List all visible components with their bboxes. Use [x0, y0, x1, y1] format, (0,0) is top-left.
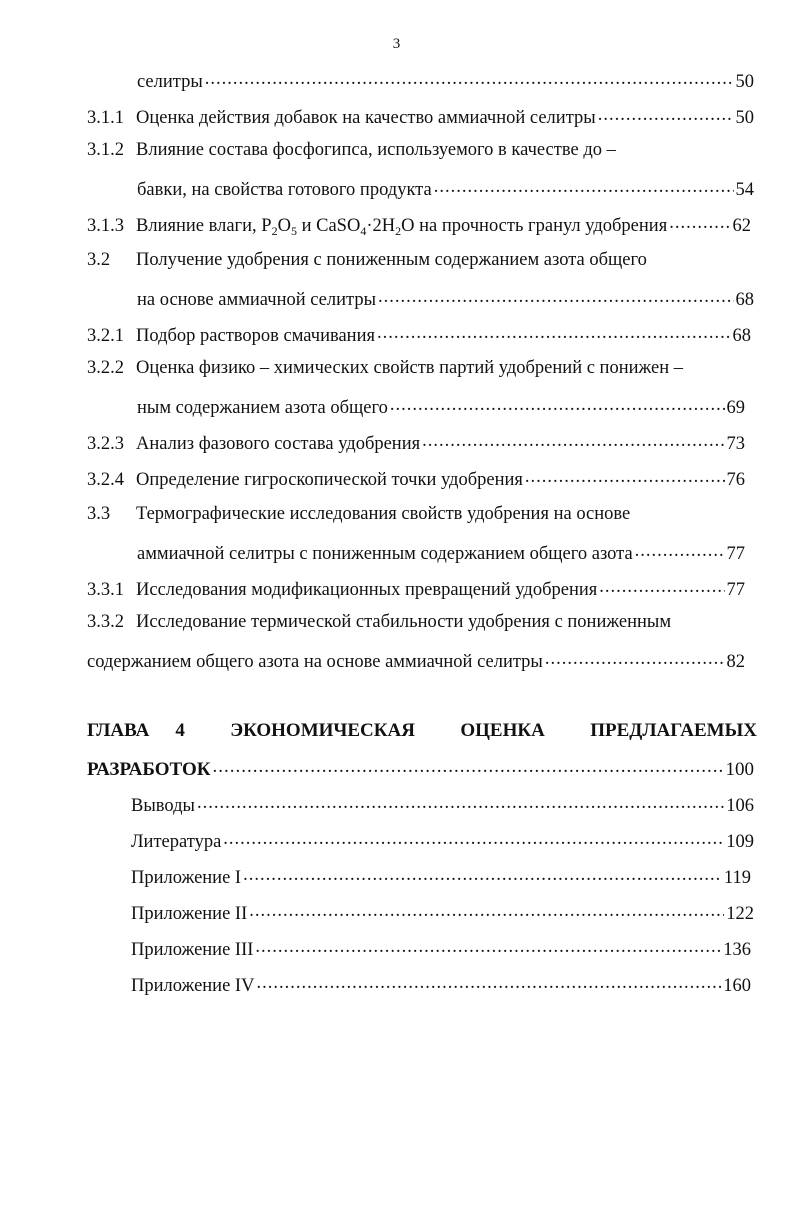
chapter-word: ГЛАВА [87, 720, 150, 741]
toc-entry-number: 3.1.3 [87, 215, 124, 236]
leader-dots [525, 466, 725, 485]
back-matter-text: Выводы [131, 795, 195, 816]
back-matter-text: Приложение III [131, 939, 254, 960]
leader-dots [249, 900, 724, 919]
toc-entry [87, 576, 745, 602]
toc-entry-text: Подбор растворов смачивания [136, 325, 375, 346]
toc-entry-number: 3.2.1 [87, 325, 124, 346]
chapter-number: 4 [175, 720, 185, 741]
back-matter-entry [131, 972, 751, 998]
toc-entry-number: 3.2.4 [87, 469, 124, 490]
back-matter-entry [131, 828, 754, 854]
chapter-word: ЭКОНОМИЧЕСКАЯ [230, 720, 415, 741]
toc-entry [87, 140, 672, 166]
toc-entry-continuation [137, 394, 745, 420]
back-matter-text: Литература [131, 831, 222, 852]
chapter-word: ОЦЕНКА [460, 720, 545, 741]
toc-entry-text: Влияние влаги, $P_2O_5$ и $CaSO_4\cdot 2H_2O$ на прочность гранул удобрения [136, 215, 668, 238]
back-matter-page: 160 [723, 975, 751, 996]
leader-dots [390, 394, 725, 413]
toc-entry-text: селитры [137, 71, 203, 92]
leader-dots [205, 68, 734, 87]
toc-entry-page: 77 [726, 543, 745, 564]
toc-entry [87, 430, 745, 456]
toc-entry-text: Термографические исследования свойств удобрения на основе [136, 504, 631, 524]
leader-dots [255, 936, 721, 955]
toc-entry-page: 62 [732, 215, 751, 236]
toc-entry-page: 68 [735, 289, 754, 310]
chapter-heading-continuation [87, 756, 754, 782]
leader-dots [243, 864, 722, 883]
toc-entry-number: 3.1.1 [87, 107, 124, 128]
toc-entry-text: Влияние состава фосфогипса, используемого в качестве до – [136, 140, 616, 160]
leader-dots [635, 540, 725, 559]
toc-entry [87, 612, 727, 638]
toc-entry-number: 3.3 [87, 504, 111, 524]
toc-entry-text: Оценка действия добавок на качество аммиачной селитры [136, 107, 596, 128]
leader-dots [256, 972, 721, 991]
toc-entry-page: 50 [735, 107, 754, 128]
chapter-heading [87, 720, 757, 742]
toc-entry [87, 212, 751, 238]
toc-entry-page: 73 [726, 433, 745, 454]
back-matter-entry [131, 792, 754, 818]
toc-entry-number: 3.2 [87, 250, 111, 270]
leader-dots [598, 104, 734, 123]
toc-entry-page: 50 [735, 71, 754, 92]
leader-dots [434, 176, 734, 195]
toc-entry [87, 322, 751, 348]
toc-entry-number: 3.1.2 [87, 140, 124, 160]
back-matter-page: 136 [723, 939, 751, 960]
back-matter-entry [131, 864, 751, 890]
toc-entry-continuation [137, 286, 754, 312]
leader-dots [223, 828, 724, 847]
toc-entry-text: Определение гигроскопической точки удобрения [136, 469, 523, 490]
toc-entry [87, 104, 754, 130]
back-matter-text: Приложение II [131, 903, 248, 924]
toc-entry-text: Оценка физико – химических свойств партий удобрений с понижен – [136, 358, 684, 378]
toc-entry [87, 250, 704, 276]
toc-entry-page: 69 [726, 397, 745, 418]
back-matter-page: 106 [726, 795, 754, 816]
toc-entry-text: на основе аммиачной селитры [137, 289, 377, 310]
leader-dots [422, 430, 724, 449]
toc-entry-text: аммиачной селитры с пониженным содержанием общего азота [137, 543, 633, 564]
page-number: 3 [392, 36, 401, 52]
toc-entry-page: 77 [726, 579, 745, 600]
chapter-word: ПРЕДЛАГАЕМЫХ [590, 720, 757, 741]
toc-entry-continuation [137, 176, 754, 202]
toc-entry-number: 3.3.1 [87, 579, 124, 600]
toc-entry-page: 68 [732, 325, 751, 346]
toc-entry [87, 466, 745, 492]
toc-entry-text: Анализ фазового состава удобрения [136, 433, 421, 454]
back-matter-text: Приложение IV [131, 975, 255, 996]
toc-entry [137, 68, 754, 94]
leader-dots [599, 576, 724, 595]
toc-entry-text: содержанием общего азота на основе аммиачной селитры [87, 651, 543, 672]
chapter-title-line2: РАЗРАБОТОК [87, 759, 211, 780]
back-matter-text: Приложение I [131, 867, 242, 888]
toc-entry-text: Исследование термической стабильности удобрения с пониженным [136, 612, 672, 632]
leader-dots [669, 212, 730, 231]
toc-entry-text: Получение удобрения с пониженным содержанием азота общего [136, 250, 647, 270]
toc-entry-continuation [137, 540, 745, 566]
toc-entry [87, 504, 687, 530]
toc-entry-page: 76 [726, 469, 745, 490]
toc-entry-page: 54 [735, 179, 754, 200]
back-matter-entry [131, 900, 754, 926]
toc-entry-number: 3.2.2 [87, 358, 124, 378]
toc-entry-text: Исследования модификационных превращений удобрения [136, 579, 598, 600]
toc-entry [87, 358, 754, 384]
leader-dots [197, 792, 724, 811]
toc-entry-page: 82 [726, 651, 745, 672]
leader-dots [213, 756, 724, 775]
back-matter-page: 122 [726, 903, 754, 924]
toc-entry-number: 3.2.3 [87, 433, 124, 454]
leader-dots [545, 648, 725, 667]
chapter-page: 100 [725, 759, 754, 780]
back-matter-entry [131, 936, 751, 962]
back-matter-page: 109 [726, 831, 754, 852]
toc-entry-number: 3.3.2 [87, 612, 124, 632]
leader-dots [378, 286, 733, 305]
toc-entry-text: ным содержанием азота общего [137, 397, 388, 418]
toc-entry-text: бавки, на свойства готового продукта [137, 179, 432, 200]
back-matter-page: 119 [723, 867, 751, 888]
toc-entry-continuation [87, 648, 745, 674]
leader-dots [377, 322, 731, 341]
